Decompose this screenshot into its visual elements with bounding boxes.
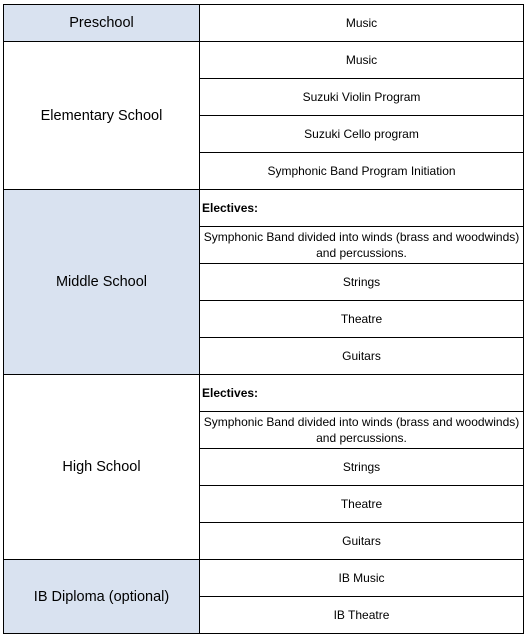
level-high-school: High School (4, 375, 200, 560)
music-programs-table (3, 4, 524, 634)
program-cell: Suzuki Violin Program (200, 79, 524, 116)
level-preschool: Preschool (4, 5, 200, 42)
program-cell: Strings (200, 449, 524, 486)
table-row (4, 190, 524, 227)
table-row (4, 560, 524, 597)
table-row (4, 5, 524, 42)
program-cell: Symphonic Band divided into winds (brass and woodwinds) and percussions. (200, 227, 524, 264)
table-row (4, 375, 524, 412)
program-cell: Music (200, 5, 524, 42)
program-cell: Suzuki Cello program (200, 116, 524, 153)
program-cell: Symphonic Band divided into winds (brass and woodwinds) and percussions. (200, 412, 524, 449)
table-row (4, 42, 524, 79)
electives-heading: Electives: (200, 375, 524, 412)
program-cell: Theatre (200, 486, 524, 523)
level-elementary-school: Elementary School (4, 42, 200, 190)
electives-heading: Electives: (200, 190, 524, 227)
program-cell: Music (200, 42, 524, 79)
program-cell: Guitars (200, 523, 524, 560)
program-cell: Guitars (200, 338, 524, 375)
level-middle-school: Middle School (4, 190, 200, 375)
program-cell: Strings (200, 264, 524, 301)
program-cell: Symphonic Band Program Initiation (200, 153, 524, 190)
program-cell: IB Music (200, 560, 524, 597)
program-cell: Theatre (200, 301, 524, 338)
program-cell: IB Theatre (200, 597, 524, 634)
level-ib-diploma: IB Diploma (optional) (4, 560, 200, 634)
